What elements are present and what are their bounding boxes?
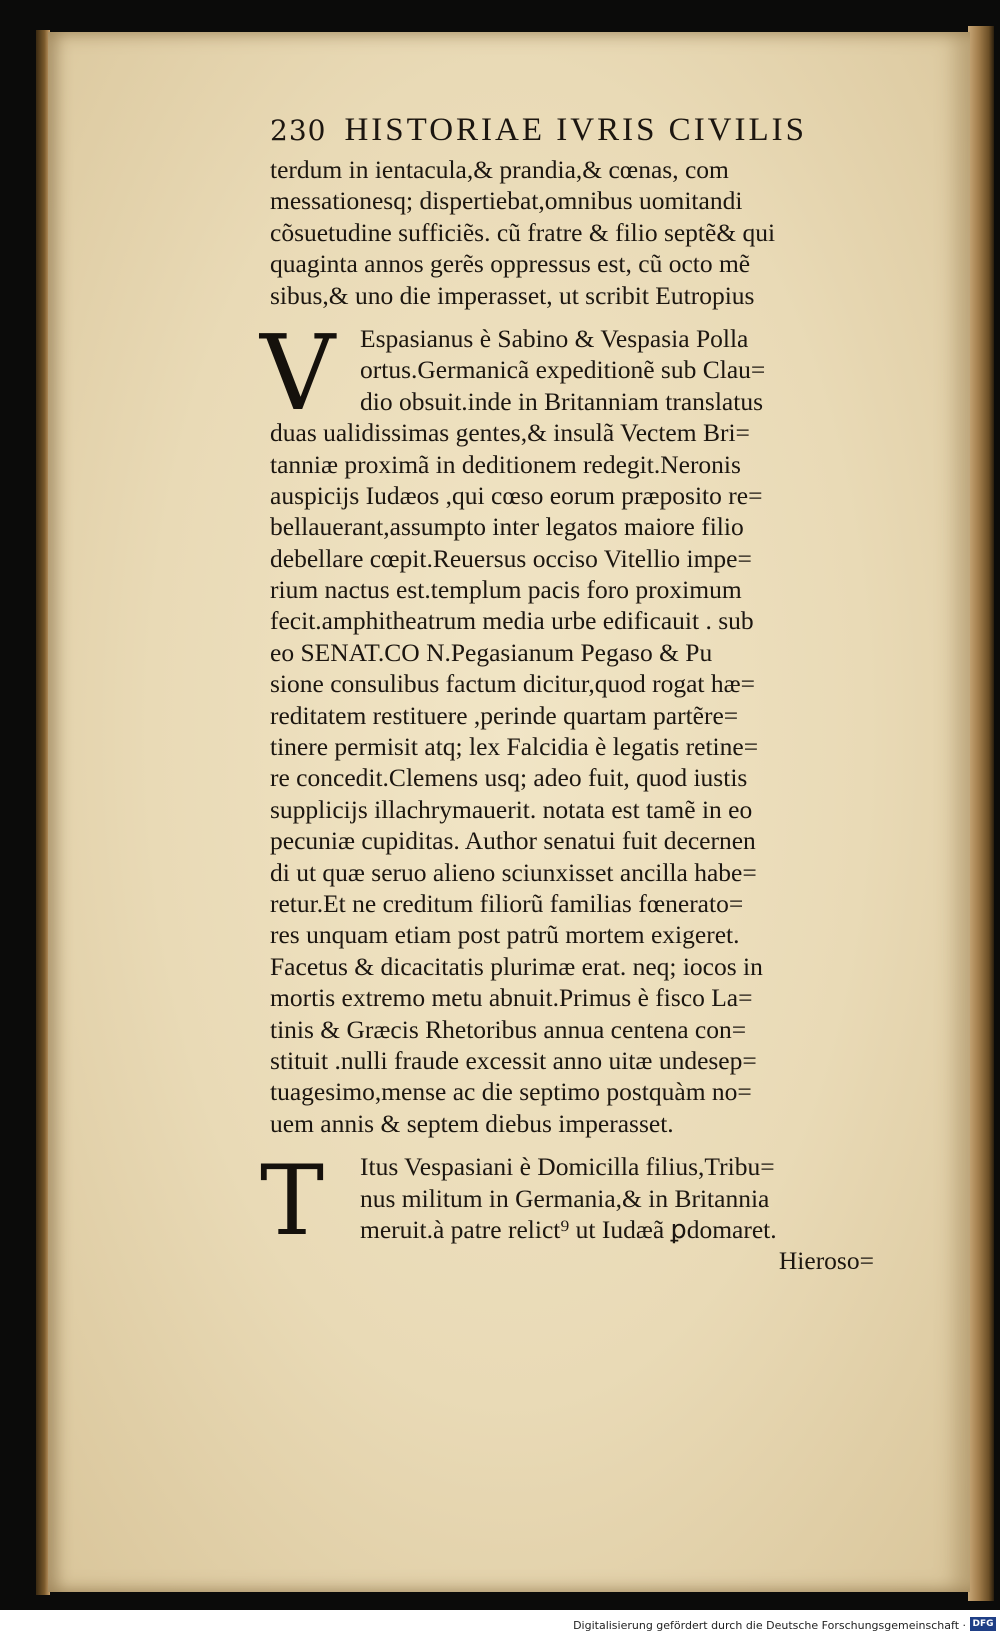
text-line: Itus Vespasiani è Domicilla filius,Tribu= <box>360 1152 775 1182</box>
text-line: tanniæ proximã in deditionem redegit.Neronis <box>270 449 741 479</box>
book-edge-right <box>968 26 994 1601</box>
paragraph-vespasian <box>260 311 930 1139</box>
text-line: supplicijs illachrymauerit. notata est tamẽ in eo <box>270 794 753 824</box>
text-block <box>260 112 930 1277</box>
text-line: tinis & Græcis Rhetoribus annua centena con= <box>270 1014 747 1044</box>
text-line: quaginta annos gerẽs oppressus est, cũ octo mẽ <box>270 249 751 279</box>
dfg-logo: DFG <box>970 1617 996 1631</box>
paragraph-1 <box>270 154 930 311</box>
text-line: dio obsuit.inde in Britanniam translatus <box>360 386 763 416</box>
text-line: reditatem restituere ,perinde quartam partẽre= <box>270 700 739 730</box>
text-line: debellare cœpit.Reuersus occiso Vitellio impe= <box>270 543 752 573</box>
text-line: eo SENAT.CO N.Pegasianum Pegaso & Pu <box>270 637 713 667</box>
text-line: rium nactus est.templum pacis foro proximum <box>270 575 742 605</box>
text-line: tuagesimo,mense ac die septimo postquàm no= <box>270 1077 752 1107</box>
text-line: retur.Et ne creditum filiorũ familias fœnerato= <box>270 888 744 918</box>
text-line: di ut quæ seruo alieno sciunxisset ancilla habe= <box>270 857 757 887</box>
text-line: stituit .nulli fraude excessit anno uitæ undesep= <box>270 1045 757 1075</box>
text-line: Facetus & dicacitatis plurimæ erat. neq; iocos in <box>270 951 763 981</box>
text-line: auspicijs Iudæos ,qui cœso eorum præposito re= <box>270 480 763 510</box>
text-line: terdum in ientacula,& prandia,& cœnas, com <box>270 155 729 184</box>
running-title: HISTORIAE IVRIS CIVILIS <box>344 112 808 148</box>
text-line: cõsuetudine sufficiẽs. cũ fratre & filio septẽ& qui <box>270 217 776 247</box>
catchword: Hierosο= <box>778 1246 874 1276</box>
text-line: fecit.amphitheatrum media urbe edificauit . sub <box>270 606 754 636</box>
page-number: 230 <box>270 114 327 147</box>
paragraph-titus <box>260 1145 930 1258</box>
text-line: duas ualidissimas gentes,& insulã Vectem Bri= <box>270 418 750 448</box>
text-line: res unquam etiam post patrũ mortem exigeret. <box>270 920 740 950</box>
footer-bar <box>0 1610 1000 1641</box>
text-line: tinere permisit atq; lex Falcidia è legatis retine= <box>270 732 759 762</box>
text-line: mortis extremo metu abnuit.Primus è fisco La= <box>270 983 753 1013</box>
text-line: Espasianus è Sabino & Vespasia Polla <box>360 323 749 353</box>
text-line: messationesq; dispertiebat,omnibus uomitandi <box>270 186 743 216</box>
text-line: sione consulibus factum dicitur,quod rogat hæ= <box>270 669 756 699</box>
text-line: sibus,& uno die imperasset, ut scribit Eutropius <box>270 280 755 310</box>
text-line: meruit.à patre relict⁹ ut Iudæã ꝑdomaret. <box>360 1214 777 1244</box>
text-line: bellauerant,assumpto inter legatos maiore filio <box>270 512 744 542</box>
text-line: re concedit.Clemens usq; adeo fuit, quod iustis <box>270 763 748 793</box>
funding-credit: Digitalisierung gefördert durch die Deutsche Forschungsgemeinschaft · <box>573 1619 966 1632</box>
text-line: ortus.Germanicã expeditionẽ sub Clau= <box>360 355 766 385</box>
drop-cap-initial: T <box>260 1145 325 1258</box>
drop-cap-initial: V <box>260 311 336 434</box>
text-line: nus militum in Germania,& in Britannia <box>360 1183 770 1213</box>
text-line: pecuniæ cupiditas. Author senatui fuit decernen <box>270 826 756 856</box>
text-line: uem annis & septem diebus imperasset. <box>270 1108 674 1138</box>
running-head <box>270 112 930 152</box>
